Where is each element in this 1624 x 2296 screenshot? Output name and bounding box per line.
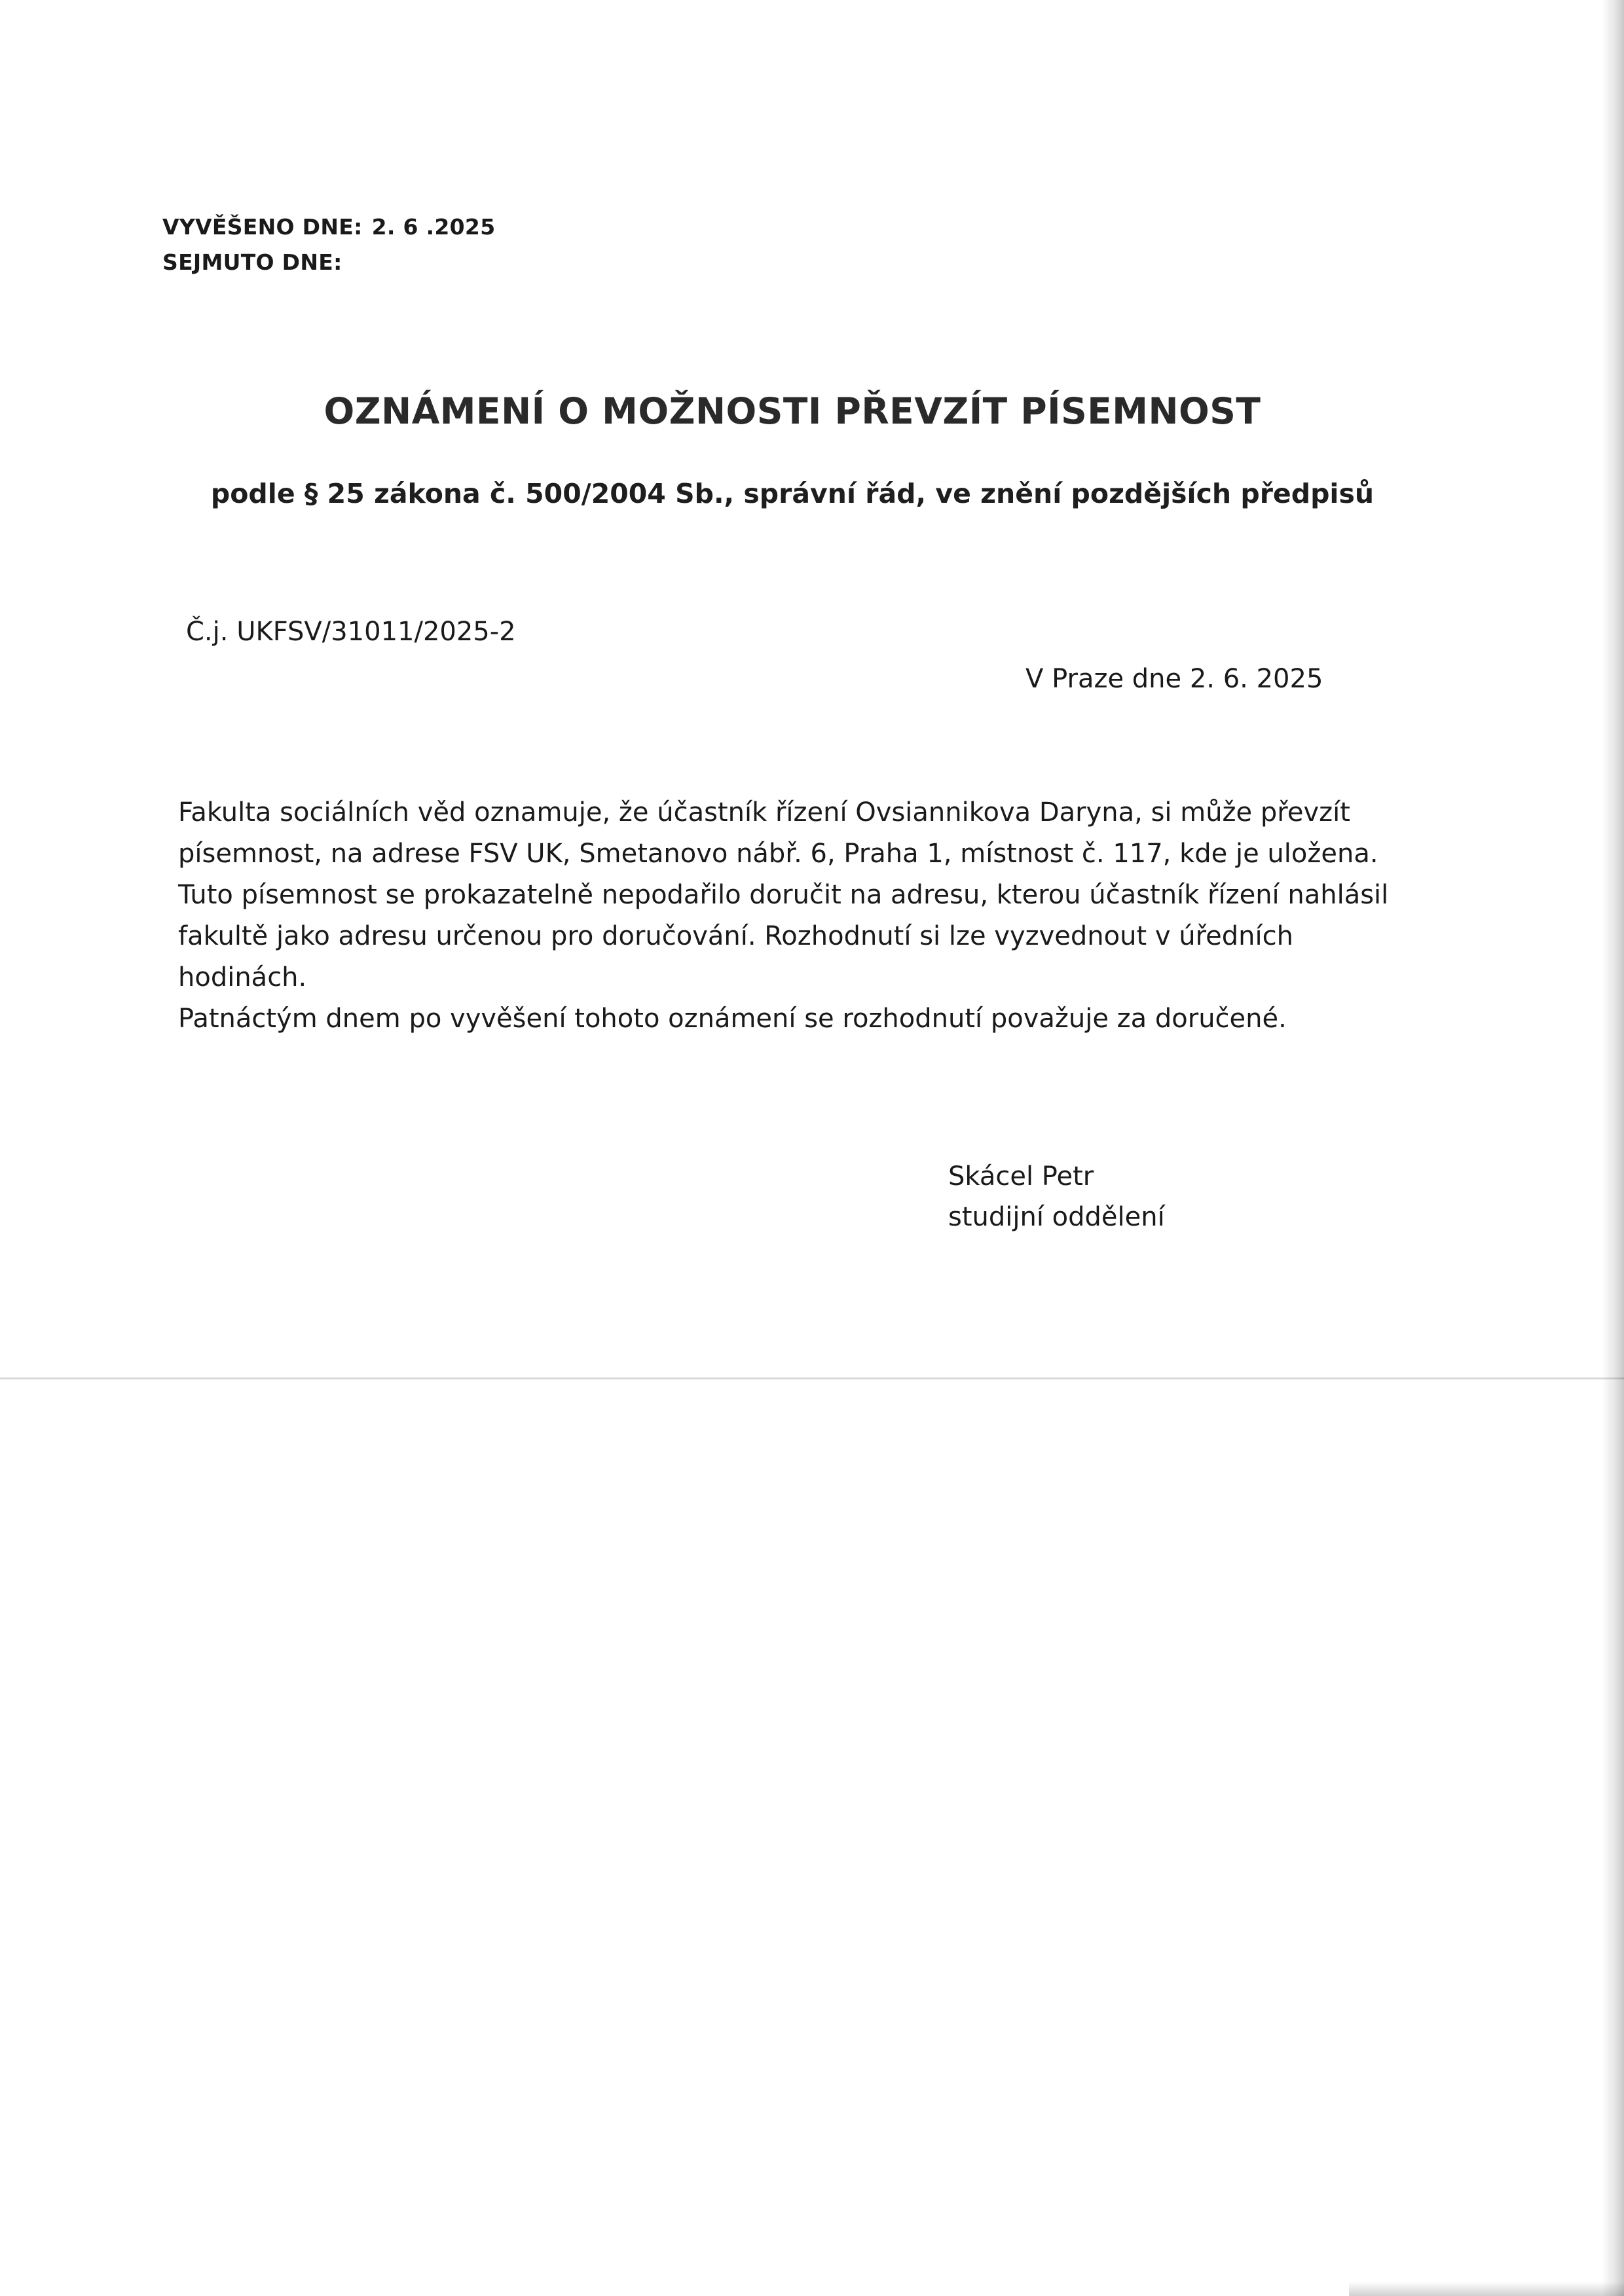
posted-value: 2. 6 .2025 (371, 214, 496, 240)
document-subtitle: podle § 25 zákona č. 500/2004 Sb., správní řád, ve znění pozdějších předpisů (210, 478, 1375, 509)
removed-row (162, 245, 495, 280)
signature-name: Skácel Petr (948, 1161, 1094, 1192)
body-line: Patnáctým dnem po vyvěšení tohoto oznámení se rozhodnutí považuje za doručené. (178, 1004, 1287, 1034)
removed-label: SEJMUTO DNE: (162, 249, 342, 275)
signature-block (948, 1156, 1165, 1237)
posted-label: VYVĚŠENO DNE: (162, 214, 363, 240)
body-line: Tuto písemnost se prokazatelně nepodařilo doručit na adresu, kterou účastník řízení nahlásil (178, 880, 1389, 910)
place-date: V Praze dne 2. 6. 2025 (1025, 664, 1323, 694)
body-line: písemnost, na adrese FSV UK, Smetanovo nábř. 6, Praha 1, místnost č. 117, kde je uložena. (178, 839, 1378, 869)
posted-row (162, 210, 495, 245)
document-title: OZNÁMENÍ O MOŽNOSTI PŘEVZÍT PÍSEMNOST (323, 390, 1261, 432)
body-line: fakultě jako adresu určenou pro doručování. Rozhodnutí si lze vyzvednout v úředních (178, 921, 1293, 951)
reference-number: Č.j. UKFSV/31011/2025-2 (186, 617, 516, 647)
body-line: hodinách. (178, 962, 307, 993)
scan-edge-shadow (1602, 0, 1624, 2296)
scan-corner-shadow (1349, 2282, 1624, 2296)
signature-department: studijní oddělení (948, 1202, 1165, 1232)
notice-body (178, 792, 1488, 1040)
scan-fold-line (0, 1377, 1624, 1379)
posting-dates (162, 210, 495, 280)
body-line: Fakulta sociálních věd oznamuje, že účastník řízení Ovsiannikova Daryna, si může převzít (178, 797, 1350, 828)
